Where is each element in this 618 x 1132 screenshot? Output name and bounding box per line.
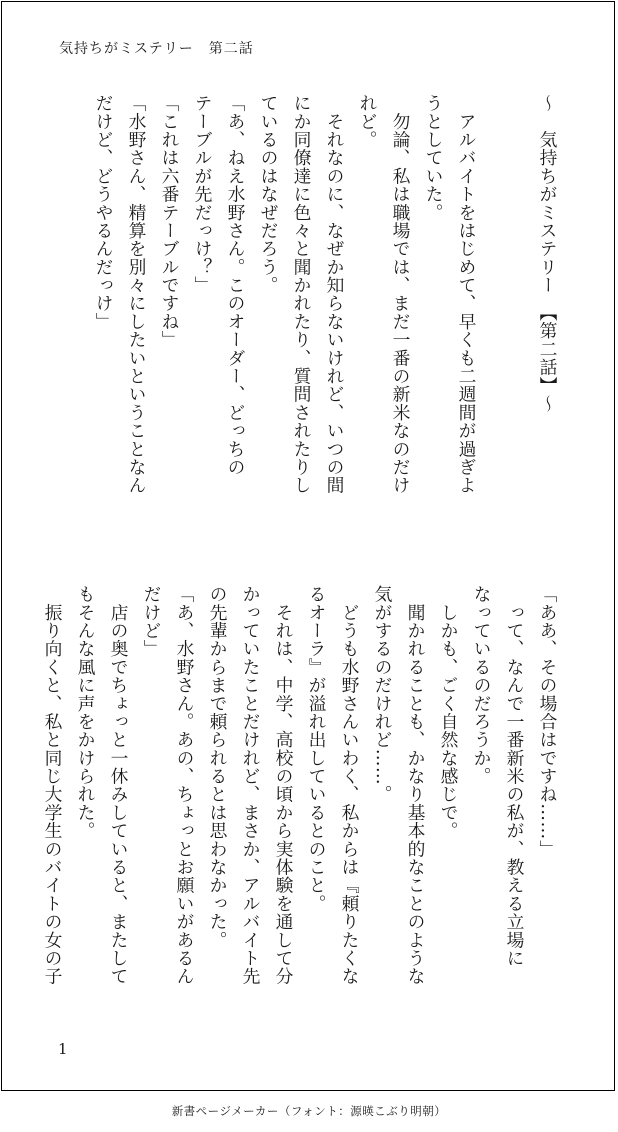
text-line: 気がするのだけれど……。 <box>372 585 393 804</box>
text-line: アルバイトをはじめて、早くも二週間が過ぎよ <box>456 94 477 495</box>
text-line: それなのに、なぜか知らないけれど、いつの間 <box>324 94 345 495</box>
text-line: 勿論、私は職場では、まだ一番の新米なのだけ <box>390 94 411 495</box>
text-line: しかも、ごく自然な感じで。 <box>438 585 459 840</box>
text-line: うとしていた。 <box>423 94 444 222</box>
text-line: 「水野さん、精算を別々にしたいということなん <box>126 94 147 495</box>
text-line: の先輩からまで頼られるとは思わなかった。 <box>207 585 228 949</box>
lower-text-block <box>42 585 564 1017</box>
upper-text-block <box>52 94 564 524</box>
text-line: かっていたことだけれど、まさか、アルバイト先 <box>240 585 261 986</box>
footer-credit: 新書ページメーカー（フォント：源暎こぶり明朝） <box>171 1104 447 1118</box>
text-line: 「あ、ねえ水野さん。このオーダー、どっちの <box>225 94 246 476</box>
text-line: ているのはなぜだろう。 <box>258 94 279 295</box>
text-line: もそんな風に声をかけられた。 <box>75 585 96 840</box>
page-frame <box>1 1 615 1091</box>
text-line: テーブルが先だっけ？」 <box>192 94 213 295</box>
text-line: 店の奥でちょっと一休みしていると、またして <box>108 585 129 986</box>
text-line: どうも水野さんいわく、私からは『頼りたくな <box>339 585 360 986</box>
text-line: 「あ、水野さん。あの、ちょっとお願いがあるん <box>174 585 195 986</box>
text-line: それは、中学、高校の頃から実体験を通して分 <box>273 585 294 986</box>
running-header: 気持ちがミステリー 第二話 <box>59 41 254 57</box>
page-number: 1 <box>58 1040 68 1058</box>
text-line: だけど」 <box>141 585 162 658</box>
text-line: るオーラ』が溢れ出しているとのこと。 <box>306 585 327 913</box>
text-line: れど。 <box>357 94 378 149</box>
chapter-title: ～ 気持ちがミステリー 【第二話】～ <box>537 94 558 413</box>
text-line: なっているのだろうか。 <box>471 585 492 786</box>
text-line: 「これは六番テーブルですね」 <box>159 94 180 349</box>
text-line: だけど、どうやるんだっけ」 <box>93 94 114 331</box>
text-line: って、なんで一番新米の私が、教える立場に <box>504 585 525 967</box>
text-line: 振り向くと、私と同じ大学生のバイトの女の子 <box>42 585 63 986</box>
text-line: 聞かれることも、かなり基本的なことのような <box>405 585 426 986</box>
text-line: にか同僚達に色々と聞かれたり、質問されたりし <box>291 94 312 495</box>
text-line: 「ああ、その場合はですね……」 <box>537 585 558 858</box>
